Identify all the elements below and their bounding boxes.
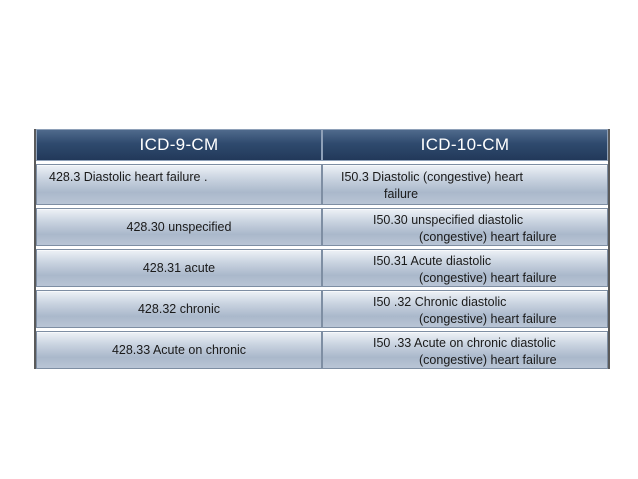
icd9-code-text: 428.33 Acute on chronic [111,343,247,357]
icd10-code-text-cont: (congestive) heart failure [419,353,557,367]
table-cell-icd9 [36,290,322,328]
icd10-code-text: I50.3 Diastolic (congestive) heart [341,170,524,184]
icd10-code-text: I50 .33 Acute on chronic diastolic [373,336,556,350]
icd10-code-text-cont: (congestive) heart failure [419,312,557,326]
table-cell-icd10 [322,208,608,246]
header-icd9: ICD-9-CM [36,129,322,161]
icd10-code-text-cont: failure [384,187,419,201]
icd9-code-text: 428.31 acute [142,261,216,275]
table-cell-icd9 [36,208,322,246]
table-cell-icd9 [36,331,322,369]
icd10-code-text: I50.31 Acute diastolic [373,254,492,268]
table-cell-icd10 [322,164,608,205]
icd10-code-text-cont: (congestive) heart failure [419,271,557,285]
icd10-code-text: I50 .32 Chronic diastolic [373,295,507,309]
table-cell-icd10 [322,331,608,369]
table-cell-icd9 [36,249,322,287]
table-cell-icd10 [322,249,608,287]
header-icd10: ICD-10-CM [322,129,608,161]
icd10-code-text-cont: (congestive) heart failure [419,230,557,244]
icd9-code-text: 428.32 chronic [137,302,220,316]
icd9-code-text: 428.3 Diastolic heart failure . [49,170,208,184]
table-cell-icd9 [36,164,322,205]
table-cell-icd10 [322,290,608,328]
icd10-code-text: I50.30 unspecified diastolic [373,213,524,227]
icd9-code-text: 428.30 unspecified [126,220,232,234]
icd-comparison-table [34,129,610,369]
